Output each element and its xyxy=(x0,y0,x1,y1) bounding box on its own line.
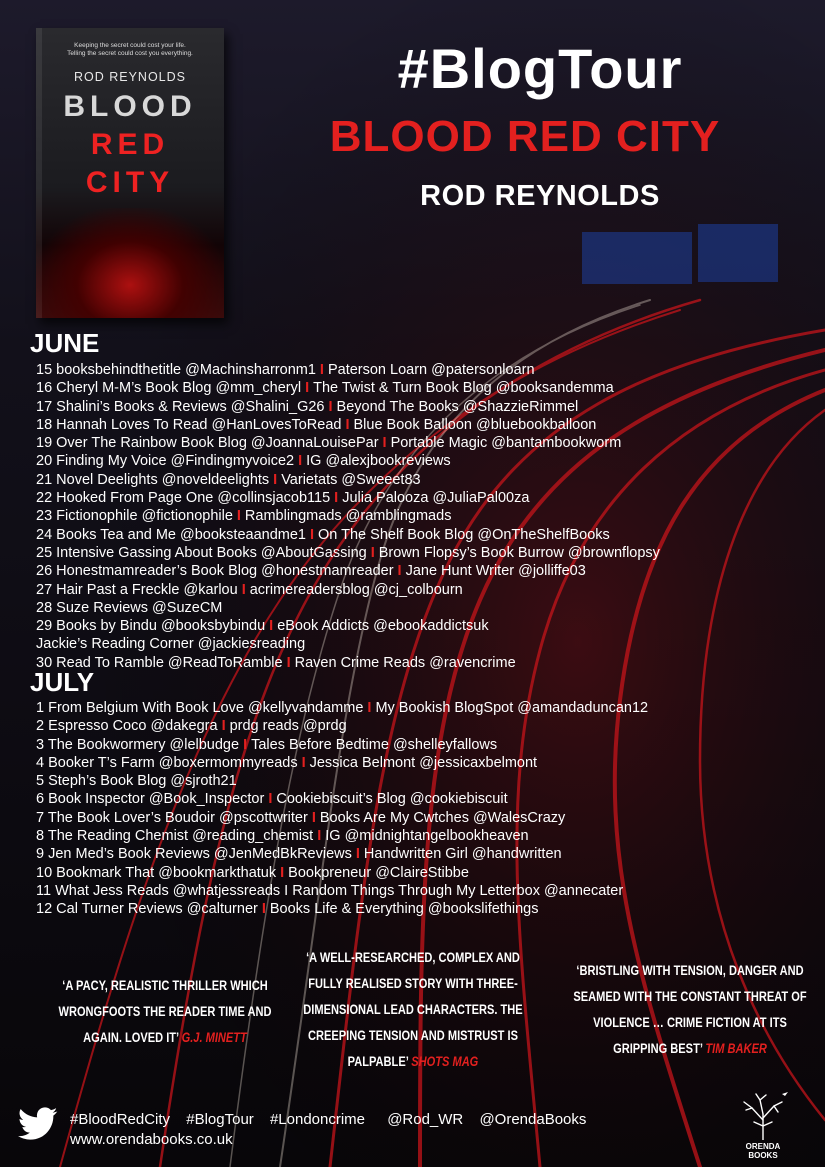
blog-entry: 5 Steph’s Book Blog @sjroth21 xyxy=(36,773,237,790)
schedule-row xyxy=(36,845,816,863)
book-cover-title-3: CITY xyxy=(85,166,175,199)
schedule-row xyxy=(36,398,816,416)
separator: I xyxy=(273,471,278,488)
separator: I xyxy=(355,846,360,863)
quote-source: SHOTS MAG xyxy=(411,1054,479,1069)
blog-entry: 12 Cal Turner Reviews @calturner xyxy=(36,901,258,918)
blog-entry: 23 Fictionophile @fictionophile xyxy=(36,508,233,525)
separator: I xyxy=(328,398,333,415)
june-schedule xyxy=(36,361,816,672)
schedule-row xyxy=(36,772,816,790)
separator: I xyxy=(397,563,402,580)
blog-entry: Paterson Loarn @patersonloarn xyxy=(327,362,535,378)
review-quote-2 xyxy=(294,945,532,1075)
hashtag-londoncrime[interactable]: #Londoncrime xyxy=(269,1111,366,1128)
review-quote-3 xyxy=(571,958,809,1062)
schedule-row xyxy=(36,562,816,580)
book-cover xyxy=(36,28,224,318)
separator: I xyxy=(305,380,310,397)
separator: I xyxy=(317,828,322,845)
blog-entry: 16 Cheryl M-M’s Book Blog @mm_cheryl xyxy=(36,380,302,397)
blog-entry: Books Life & Everything @bookslifethings xyxy=(269,901,539,918)
hashtag-blogtour[interactable]: #BlogTour xyxy=(186,1111,254,1128)
schedule-row xyxy=(36,736,816,754)
blog-entry: 18 Hannah Loves To Read @HanLovesToRead xyxy=(36,416,342,433)
separator: I xyxy=(241,581,246,598)
separator: I xyxy=(370,544,375,561)
separator: I xyxy=(319,362,324,378)
blog-entry: eBook Addicts @ebookaddictsuk xyxy=(277,618,489,635)
blog-entry: 20 Finding My Voice @Findingmyvoice2 xyxy=(36,453,295,470)
separator: I xyxy=(286,654,291,671)
blog-entry: Cookiebiscuit’s Blog @cookiebiscuit xyxy=(276,791,508,808)
schedule-row xyxy=(36,827,816,845)
blog-entry: Jane Hunt Writer @jolliffe03 xyxy=(405,563,586,580)
schedule-row xyxy=(36,617,816,635)
blog-entry: 25 Intensive Gassing About Books @AboutGassing xyxy=(36,544,367,561)
schedule-row xyxy=(36,581,816,599)
book-cover-title-2: RED xyxy=(90,128,170,161)
separator: I xyxy=(268,791,273,808)
separator: I xyxy=(221,718,226,735)
separator: I xyxy=(334,490,339,507)
blog-entry: 11 What Jess Reads @whatjessreads I Random Things Through My Letterbox @annecater xyxy=(36,882,624,899)
blog-entry: Beyond The Books @ShazzieRimmel xyxy=(336,398,579,415)
separator: I xyxy=(301,754,306,771)
separator: I xyxy=(298,453,303,470)
blog-entry: On The Shelf Book Blog @OnTheShelfBooks xyxy=(318,526,610,543)
hashtag-title: #BlogTour xyxy=(397,37,683,100)
blog-entry: 15 booksbehindthetitle @Machinsharronm1 xyxy=(36,362,316,378)
separator: I xyxy=(243,736,248,753)
blog-entry: 1 From Belgium With Book Love @kellyvandamme xyxy=(36,700,364,716)
month-heading-june: JUNE xyxy=(30,328,100,358)
separator: I xyxy=(382,435,387,452)
handle-orendabooks[interactable]: @OrendaBooks xyxy=(479,1111,587,1128)
blog-entry: 19 Over The Rainbow Book Blog @JoannaLouisePar xyxy=(36,435,379,452)
blog-entry: Blue Book Balloon @bluebookballoon xyxy=(353,416,597,433)
quote-text: ‘BRISTLING WITH TENSION, DANGER AND SEAMED WITH THE CONSTANT THREAT OF VIOLENCE … CRIME FICTION AT ITS GRIPPING BEST’ xyxy=(573,963,807,1056)
blog-entry: Tales Before Bedtime @shelleyfallows xyxy=(251,736,498,753)
logo-text-1: ORENDA xyxy=(745,1142,781,1151)
blog-entry: 7 The Book Lover’s Boudoir @pscottwriter xyxy=(36,809,308,826)
schedule-row xyxy=(36,635,816,653)
separator: I xyxy=(310,526,315,543)
website-link[interactable]: www.orendabooks.co.uk xyxy=(70,1131,233,1148)
separator: I xyxy=(280,864,285,881)
blog-entry: My Bookish BlogSpot @amandaduncan12 xyxy=(375,700,649,716)
blog-entry: Julia Palooza @JuliaPal00za xyxy=(342,490,530,507)
logo-text xyxy=(732,1142,794,1160)
blog-entry: 6 Book Inspector @Book_Inspector xyxy=(36,791,265,808)
schedule-row xyxy=(36,790,816,808)
schedule-row xyxy=(36,416,816,434)
schedule-row xyxy=(36,507,816,525)
blog-entry: The Twist & Turn Book Blog @booksandemma xyxy=(313,380,614,397)
blog-entry: 10 Bookmark That @bookmarkthatuk xyxy=(36,864,277,881)
schedule-row xyxy=(36,864,816,882)
separator: I xyxy=(367,700,372,716)
footer-hashtags xyxy=(70,1111,598,1128)
schedule-row xyxy=(36,544,816,562)
handle-rod-wr[interactable]: @Rod_WR xyxy=(387,1111,464,1128)
quote-source: G.J. MINETT xyxy=(181,1030,247,1045)
separator: I xyxy=(261,901,266,918)
quote-text: ‘A WELL-RESEARCHED, COMPLEX AND FULLY REALISED STORY WITH THREE-DIMENSIONAL LEAD CHARACTERS. THE CREEPING TENSION AND MISTRUST IS PALPABLE’ xyxy=(303,950,523,1069)
twitter-bird-icon[interactable] xyxy=(18,1106,58,1142)
blog-entry: 4 Booker T’s Farm @boxermommyreads xyxy=(36,754,298,771)
blog-entry: 26 Honestmamreader’s Book Blog @honestmamreader xyxy=(36,563,394,580)
schedule-row xyxy=(36,809,816,827)
book-title: BLOOD RED CITY xyxy=(329,112,721,161)
blog-entry: IG @alexjbookreviews xyxy=(306,453,451,470)
schedule-row xyxy=(36,599,816,617)
tree-icon xyxy=(732,1090,794,1140)
schedule-row xyxy=(36,471,816,489)
schedule-row xyxy=(36,900,816,918)
blog-entry: IG @midnightangelbookheaven xyxy=(325,828,529,845)
blog-entry: 3 The Bookwormery @lelbudge xyxy=(36,736,240,753)
blog-entry: 2 Espresso Coco @dakegra xyxy=(36,718,218,735)
blog-entry: Handwritten Girl @handwritten xyxy=(363,846,562,863)
blog-entry: Bookpreneur @ClaireStibbe xyxy=(288,864,469,881)
schedule-row xyxy=(36,379,816,397)
book-cover-city-lights xyxy=(36,208,224,318)
quote-source: TIM BAKER xyxy=(705,1041,767,1056)
blog-entry: 27 Hair Past a Freckle @karlou xyxy=(36,581,238,598)
schedule-row xyxy=(36,361,816,379)
schedule-row xyxy=(36,754,816,772)
blog-entry: acrimereadersblog @cj_colbourn xyxy=(249,581,463,598)
schedule-row xyxy=(36,434,816,452)
book-cover-author: ROD REYNOLDS xyxy=(73,70,187,84)
schedule-row xyxy=(36,717,816,735)
schedule-row xyxy=(36,452,816,470)
blog-entry: Raven Crime Reads @ravencrime xyxy=(294,654,516,671)
blog-entry: 9 Jen Med’s Book Reviews @JenMedBkReviews xyxy=(36,846,352,863)
blog-entry: Portable Magic @bantambookworm xyxy=(390,435,622,452)
blog-entry: Varietats @Sweeet83 xyxy=(281,471,421,488)
blog-entry: Ramblingmads @ramblingmads xyxy=(244,508,452,525)
blog-entry: 24 Books Tea and Me @booksteaandme1 xyxy=(36,526,306,543)
orenda-books-logo xyxy=(732,1090,794,1160)
book-cover-tagline xyxy=(36,42,224,58)
schedule-row xyxy=(36,882,816,900)
author-name: ROD REYNOLDS xyxy=(420,180,660,212)
blog-entry: 28 Suze Reviews @SuzeCM xyxy=(36,599,223,616)
blog-entry: Brown Flopsy’s Book Burrow @brownflopsy xyxy=(378,544,660,561)
blog-entry: 30 Read To Ramble @ReadToRamble xyxy=(36,654,283,671)
book-cover-tagline-2: Telling the secret could cost you everything. xyxy=(67,50,193,57)
separator: I xyxy=(236,508,241,525)
separator: I xyxy=(269,618,274,635)
blog-entry: Books Are My Cwtches @WalesCrazy xyxy=(319,809,566,826)
book-cover-tagline-1: Keeping the secret could cost your life. xyxy=(74,42,186,49)
blog-entry: prdg reads @prdg xyxy=(229,718,347,735)
july-schedule xyxy=(36,699,816,919)
separator: I xyxy=(311,809,316,826)
schedule-row xyxy=(36,489,816,507)
blog-entry: 21 Novel Deelights @noveldeelights xyxy=(36,471,270,488)
blog-entry: 17 Shalini’s Books & Reviews @Shalini_G26 xyxy=(36,398,325,415)
quote-text: ‘A PACY, REALISTIC THRILLER WHICH WRONGFOOTS THE READER TIME AND AGAIN. LOVED IT’ xyxy=(58,978,272,1045)
blog-entry: Jessica Belmont @jessicaxbelmont xyxy=(309,754,538,771)
blog-entry: Jackie’s Reading Corner @jackiesreading xyxy=(36,636,306,653)
review-quote-1 xyxy=(46,973,284,1051)
schedule-row xyxy=(36,654,816,672)
blog-entry: 8 The Reading Chemist @reading_chemist xyxy=(36,828,314,845)
month-heading-july: JULY xyxy=(30,667,95,697)
hashtag-bloodredcity[interactable]: #BloodRedCity xyxy=(70,1111,171,1128)
separator: I xyxy=(345,416,350,433)
schedule-row xyxy=(36,699,816,717)
schedule-row xyxy=(36,526,816,544)
logo-text-2: BOOKS xyxy=(748,1151,778,1160)
blog-entry: 29 Books by Bindu @booksbybindu xyxy=(36,618,266,635)
blog-entry: 22 Hooked From Page One @collinsjacob115 xyxy=(36,490,331,507)
book-cover-title-1: BLOOD xyxy=(63,90,197,123)
